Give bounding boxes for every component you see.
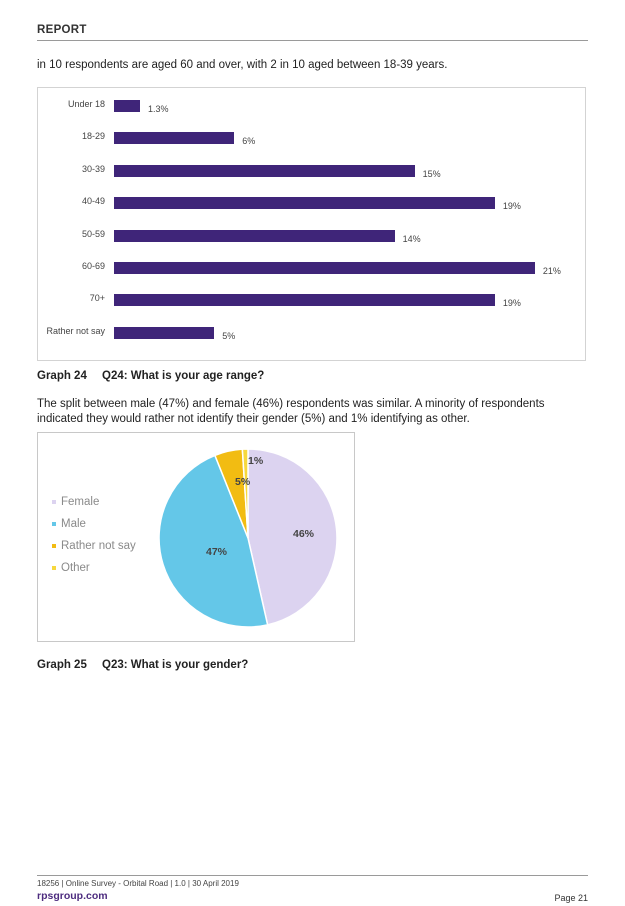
bar-mark [114,100,140,112]
legend-label: Female [61,496,100,508]
bar-value-label: 6% [242,136,256,147]
bar-value-label: 5% [222,330,236,341]
bar-mark [114,132,234,144]
bar-category-label: 30-39 [81,163,105,174]
bar-mark [114,230,395,242]
legend-item [52,540,136,552]
bar-value-label: 21% [542,266,561,276]
bar-mark [114,165,415,177]
bar-mark [114,294,495,306]
bar-category-label: 40-49 [81,196,105,207]
report-header: REPORT [37,24,87,36]
legend-label: Male [61,518,86,530]
legend-marker [52,522,56,526]
bar-value-label: 14% [402,233,421,244]
gender-pie-chart [37,432,355,642]
bar-value-label: 19% [502,201,521,212]
graph-25-title: Q23: What is your gender? [102,659,249,671]
legend-marker [52,544,56,548]
graph-24-title: Q24: What is your age range? [102,370,265,382]
legend-marker [52,566,56,570]
graph-25-caption [37,659,248,671]
bar-mark [114,197,495,209]
intro-paragraph: in 10 respondents are aged 60 and over, with 2 in 10 aged between 18-39 years. [37,59,448,71]
bar-category-label: 70+ [89,293,105,304]
header-divider [37,40,588,41]
pie-value-label: 1% [248,455,264,467]
graph-24-caption [37,370,264,382]
bar-category-label: 50-59 [81,228,105,239]
bar-value-label: 1.3% [148,104,169,114]
bar-mark [114,327,214,339]
legend-item [52,496,99,508]
bar-category-label: 18-29 [81,131,105,142]
legend-label: Other [61,562,90,574]
pie-canvas [38,433,354,641]
gender-paragraph: The split between male (47%) and female (46%) respondents was similar. A minority of respondents indicated they would rather not identify their gender (5%) and 1% identifying as other. [37,398,545,425]
bar-mark [114,262,535,274]
bar-category-label: 60-69 [81,261,105,271]
footer-website: rpsgroup.com [37,890,108,902]
legend-marker [52,500,56,504]
footer-document-info: 18256 | Online Survey - Orbital Road | 1.0 | 30 April 2019 [37,879,239,888]
age-range-bar-chart [37,87,586,361]
legend-label: Rather not say [61,540,136,552]
graph-24-number: Graph 24 [37,370,87,382]
bar-value-label: 19% [502,298,521,309]
bar-category-label: Rather not say [46,325,105,336]
legend-item [52,562,90,574]
pie-value-label: 5% [235,476,251,488]
page-number: Page 21 [554,893,588,903]
graph-25-number: Graph 25 [37,659,87,671]
bar-category-label: Under 18 [67,99,105,109]
pie-value-label: 47% [206,546,228,558]
footer-divider [37,875,588,876]
legend-item [52,518,86,530]
pie-value-label: 46% [293,528,315,540]
bar-value-label: 15% [422,168,441,179]
